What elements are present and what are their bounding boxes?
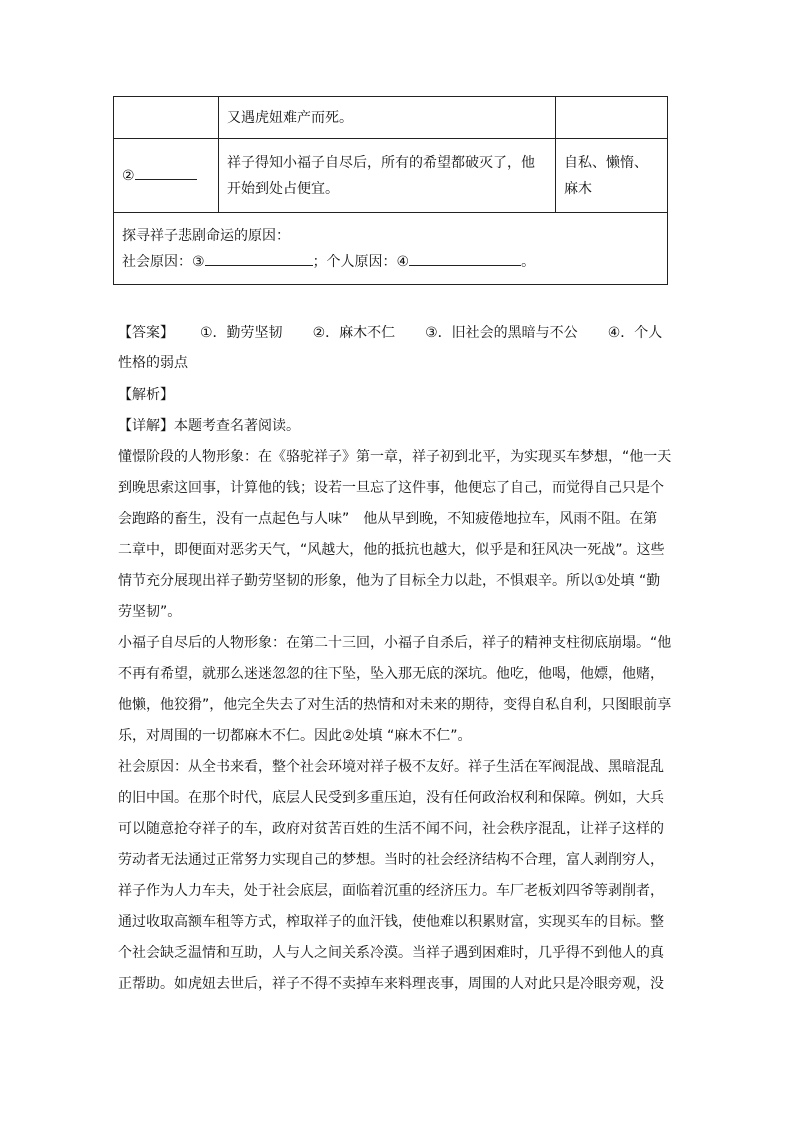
- analysis-label: 【解析】: [118, 387, 174, 403]
- text-line: 到晚思索这回事，计算他的钱；设若一旦忘了这件事，他便忘了自己，而觉得自己只是个: [118, 480, 664, 496]
- table-cell: [114, 139, 219, 213]
- table-cell: 又遇虎妞难产而死。: [219, 97, 556, 139]
- blank-number: ②: [122, 167, 135, 184]
- table-cell: [114, 213, 668, 285]
- answer-item: ③．旧社会的黑暗与不公: [425, 325, 578, 341]
- table-cell: [556, 139, 668, 213]
- table-cell: [556, 97, 668, 139]
- paragraph: [118, 442, 678, 628]
- text-line: 不再有希望，就那么迷迷忽忽的往下坠，坠入那无底的深坑。他吃，他喝，他嫖，他赌，: [118, 666, 664, 682]
- text-line: 小福子自尽后的人物形象：在第二十三回，小福子自杀后，祥子的精神支柱彻底崩塌。“他: [118, 635, 672, 651]
- table-cell: [114, 97, 219, 139]
- reason-title: 探寻祥子悲剧命运的原因：: [122, 227, 290, 244]
- text-line: 劳动者无法通过正常努力实现自己的梦想。当时的社会经济结构不合理，富人剥削穷人，: [118, 852, 664, 868]
- detail-line: 【详解】本题考查名著阅读。: [118, 418, 300, 434]
- text-line: 通过收取高额车租等方式，榨取祥子的血汗钱，使他难以积累财富，实现买车的目标。整: [118, 914, 664, 930]
- answer-label: 【答案】: [118, 325, 174, 341]
- text-line: 懂憬阶段的人物形象：在《骆驼祥子》第一章，祥子初到北平，为实现买车梦想，“他一天: [118, 449, 672, 465]
- answer-item: ②．麻木不仁: [312, 325, 396, 341]
- text-line: 情节充分展现出祥子勤劳坚韧的形象，他为了目标全力以赴，不惧艰辛。所以①处填 “勤: [118, 573, 661, 589]
- personal-label: ；个人原因：④: [312, 253, 410, 270]
- text-line: 乐，对周围的一切都麻木不仁。因此②处填 “麻木不仁”。: [118, 728, 472, 744]
- fill-blank: [205, 249, 313, 266]
- answer-cont: 性格的弱点: [118, 355, 188, 371]
- text-line: 个社会缺乏温情和互助，人与人之间关系冷漠。当祥子遇到困难时，几乎得不到他人的真: [118, 945, 664, 961]
- table-row: [114, 139, 668, 213]
- desc-line: 开始到处占便宜。: [227, 180, 339, 197]
- text-line: 的旧中国。在那个时代，底层人民受到多重压迫，没有任何政治权利和保障。例如，大兵: [118, 790, 664, 806]
- text-line: 会跑路的畜生，没有一点起色与人味” 他从早到晚，不知疲倦地拉车，风雨不阻。在第: [118, 511, 658, 527]
- desc-line: 祥子得知小福子自尽后，所有的希望都破灭了，他: [227, 154, 535, 171]
- reason-line: [122, 249, 659, 275]
- answer-section: [118, 318, 678, 378]
- period: 。: [521, 253, 536, 270]
- fill-blank: [409, 249, 521, 266]
- text-line: 二章中，即便面对恶劣天气，“风越大，他的抵抗也越大，似乎是和狂风决一死战”。这些: [118, 542, 665, 558]
- paragraph: [118, 752, 678, 1000]
- table-row: [114, 97, 668, 139]
- table-cell: [219, 139, 556, 213]
- answer-table: [113, 96, 668, 285]
- table-row: [114, 213, 668, 285]
- text-line: 他懒，他狡猾”，他完全失去了对生活的热情和对未来的期待，变得自私自利，只图眼前享: [118, 697, 672, 713]
- trait-line: 自私、懒惰、: [564, 154, 648, 171]
- social-label: 社会原因：③: [122, 253, 205, 270]
- answer-item: ④．个人: [607, 325, 663, 341]
- text-line: 正帮助。如虎妞去世后，祥子不得不卖掉车来料理丧事，周围的人对此只是冷眼旁观，没: [118, 976, 664, 992]
- text-line: 劳坚韧”。: [118, 604, 182, 620]
- text-line: 可以随意抢夺祥子的车，政府对贫苦百姓的生活不闻不问，社会秩序混乱，让祥子这样的: [118, 821, 664, 837]
- text-line: 祥子作为人力车夫，处于社会底层，面临着沉重的经济压力。车厂老板刘四爷等剥削者，: [118, 883, 664, 899]
- answer-item: ①．勤劳坚韧: [200, 325, 283, 341]
- paragraph: [118, 628, 678, 752]
- trait-line: 麻木: [564, 180, 592, 197]
- text-line: 社会原因：从全书来看，整个社会环境对祥子极不友好。祥子生活在军阀混战、黑暗混乱: [118, 759, 664, 775]
- fill-blank: [135, 163, 197, 180]
